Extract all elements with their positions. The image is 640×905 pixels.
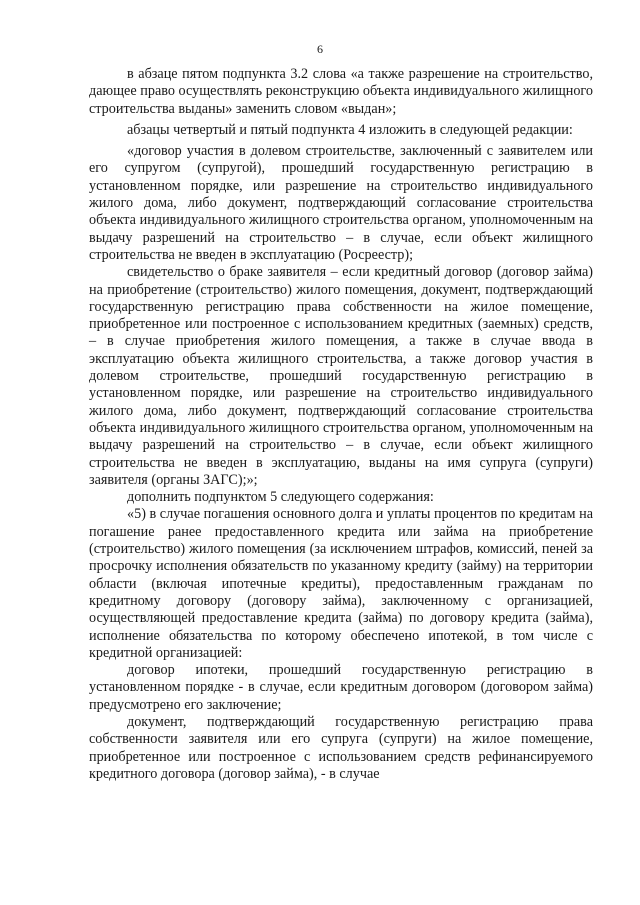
paragraph-subitem-4-intro: абзацы четвертый и пятый подпункта 4 изложить в следующей редакции: bbox=[127, 121, 573, 138]
page-number: 6 bbox=[317, 42, 323, 56]
paragraph-shared-construction-contract: «договор участия в долевом строительстве, заключенный с заявителем или его супругом (супругой), прошедший государственную регистрацию в установленном порядке, или разрешение на строительство индивидуального жилого дома, либо документ, подтверждающий согласование строительства объекта индивидуального жилищного строительства органом, уполномоченным на выдачу разрешений на строительство – в случае, если объект жилищного строительства не введен в эксплуатацию (Росреестр); bbox=[89, 143, 593, 263]
paragraph-mortgage-agreement: договор ипотеки, прошедший государственную регистрацию в установленном порядке - в случае, если кредитным договором (договором займа) предусмотрено его заключение; bbox=[89, 662, 593, 713]
paragraph-subitem-5-intro: дополнить подпунктом 5 следующего содержания: bbox=[127, 489, 434, 506]
paragraph-marriage-certificate: свидетельство о браке заявителя – если кредитный договор (договор займа) на приобретение (строительство) жилого помещения, документ, подтверждающий государственную регистрацию права собственности на жилое помещение, приобретенное или построенное с использованием кредитных (заемных) средств, – в случае приобретения жилого помещения, а также в случае ввода в эксплуатацию объекта жилищного строительства, а также договор участия в долевом строительстве, прошедший государственную регистрацию в установленном порядке, или разрешение на строительство индивидуального жилого дома, либо документ, подтверждающий согласование строительства объекта индивидуального жилищного строительства органом, уполномоченным на выдачу разрешений на строительство – в случае, если объект жилищного строительства не введен в эксплуатацию, выданы на имя супруга (супруги) заявителя (органы ЗАГС);»; bbox=[89, 264, 593, 488]
paragraph-ownership-document: документ, подтверждающий государственную регистрацию права собственности заявителя или его супруга (супруги) на жилое помещение, приобретенное или построенное с использованием средств рефинансируемого кредитного договора (договор займа), - в случае bbox=[89, 713, 593, 782]
paragraph-amendment-3-2: в абзаце пятом подпункта 3.2 слова «а также разрешение на строительство, дающее право осуществлять реконструкцию объекта индивидуального жилищного строительства выданы» заменить словом «выдан»; bbox=[89, 66, 593, 117]
document-body bbox=[89, 66, 593, 783]
paragraph-subitem-5-text: «5) в случае погашения основного долга и уплаты процентов по кредитам на погашение ранее предоставленного кредита или займа на приобретение (строительство) жилого помещения (за исключением штрафов, комиссий, пеней за просрочку исполнения обязательств по указанному кредиту (займу) на территории области (включая ипотечные кредиты), предоставленным гражданам по кредитному договору (договору займа), заключенному с организацией, осуществляющей предоставление кредита (займа) по договору кредита (займа), исполнение обязательства по которому обеспечено ипотекой, в том числе с кредитной организацией: bbox=[89, 506, 593, 661]
